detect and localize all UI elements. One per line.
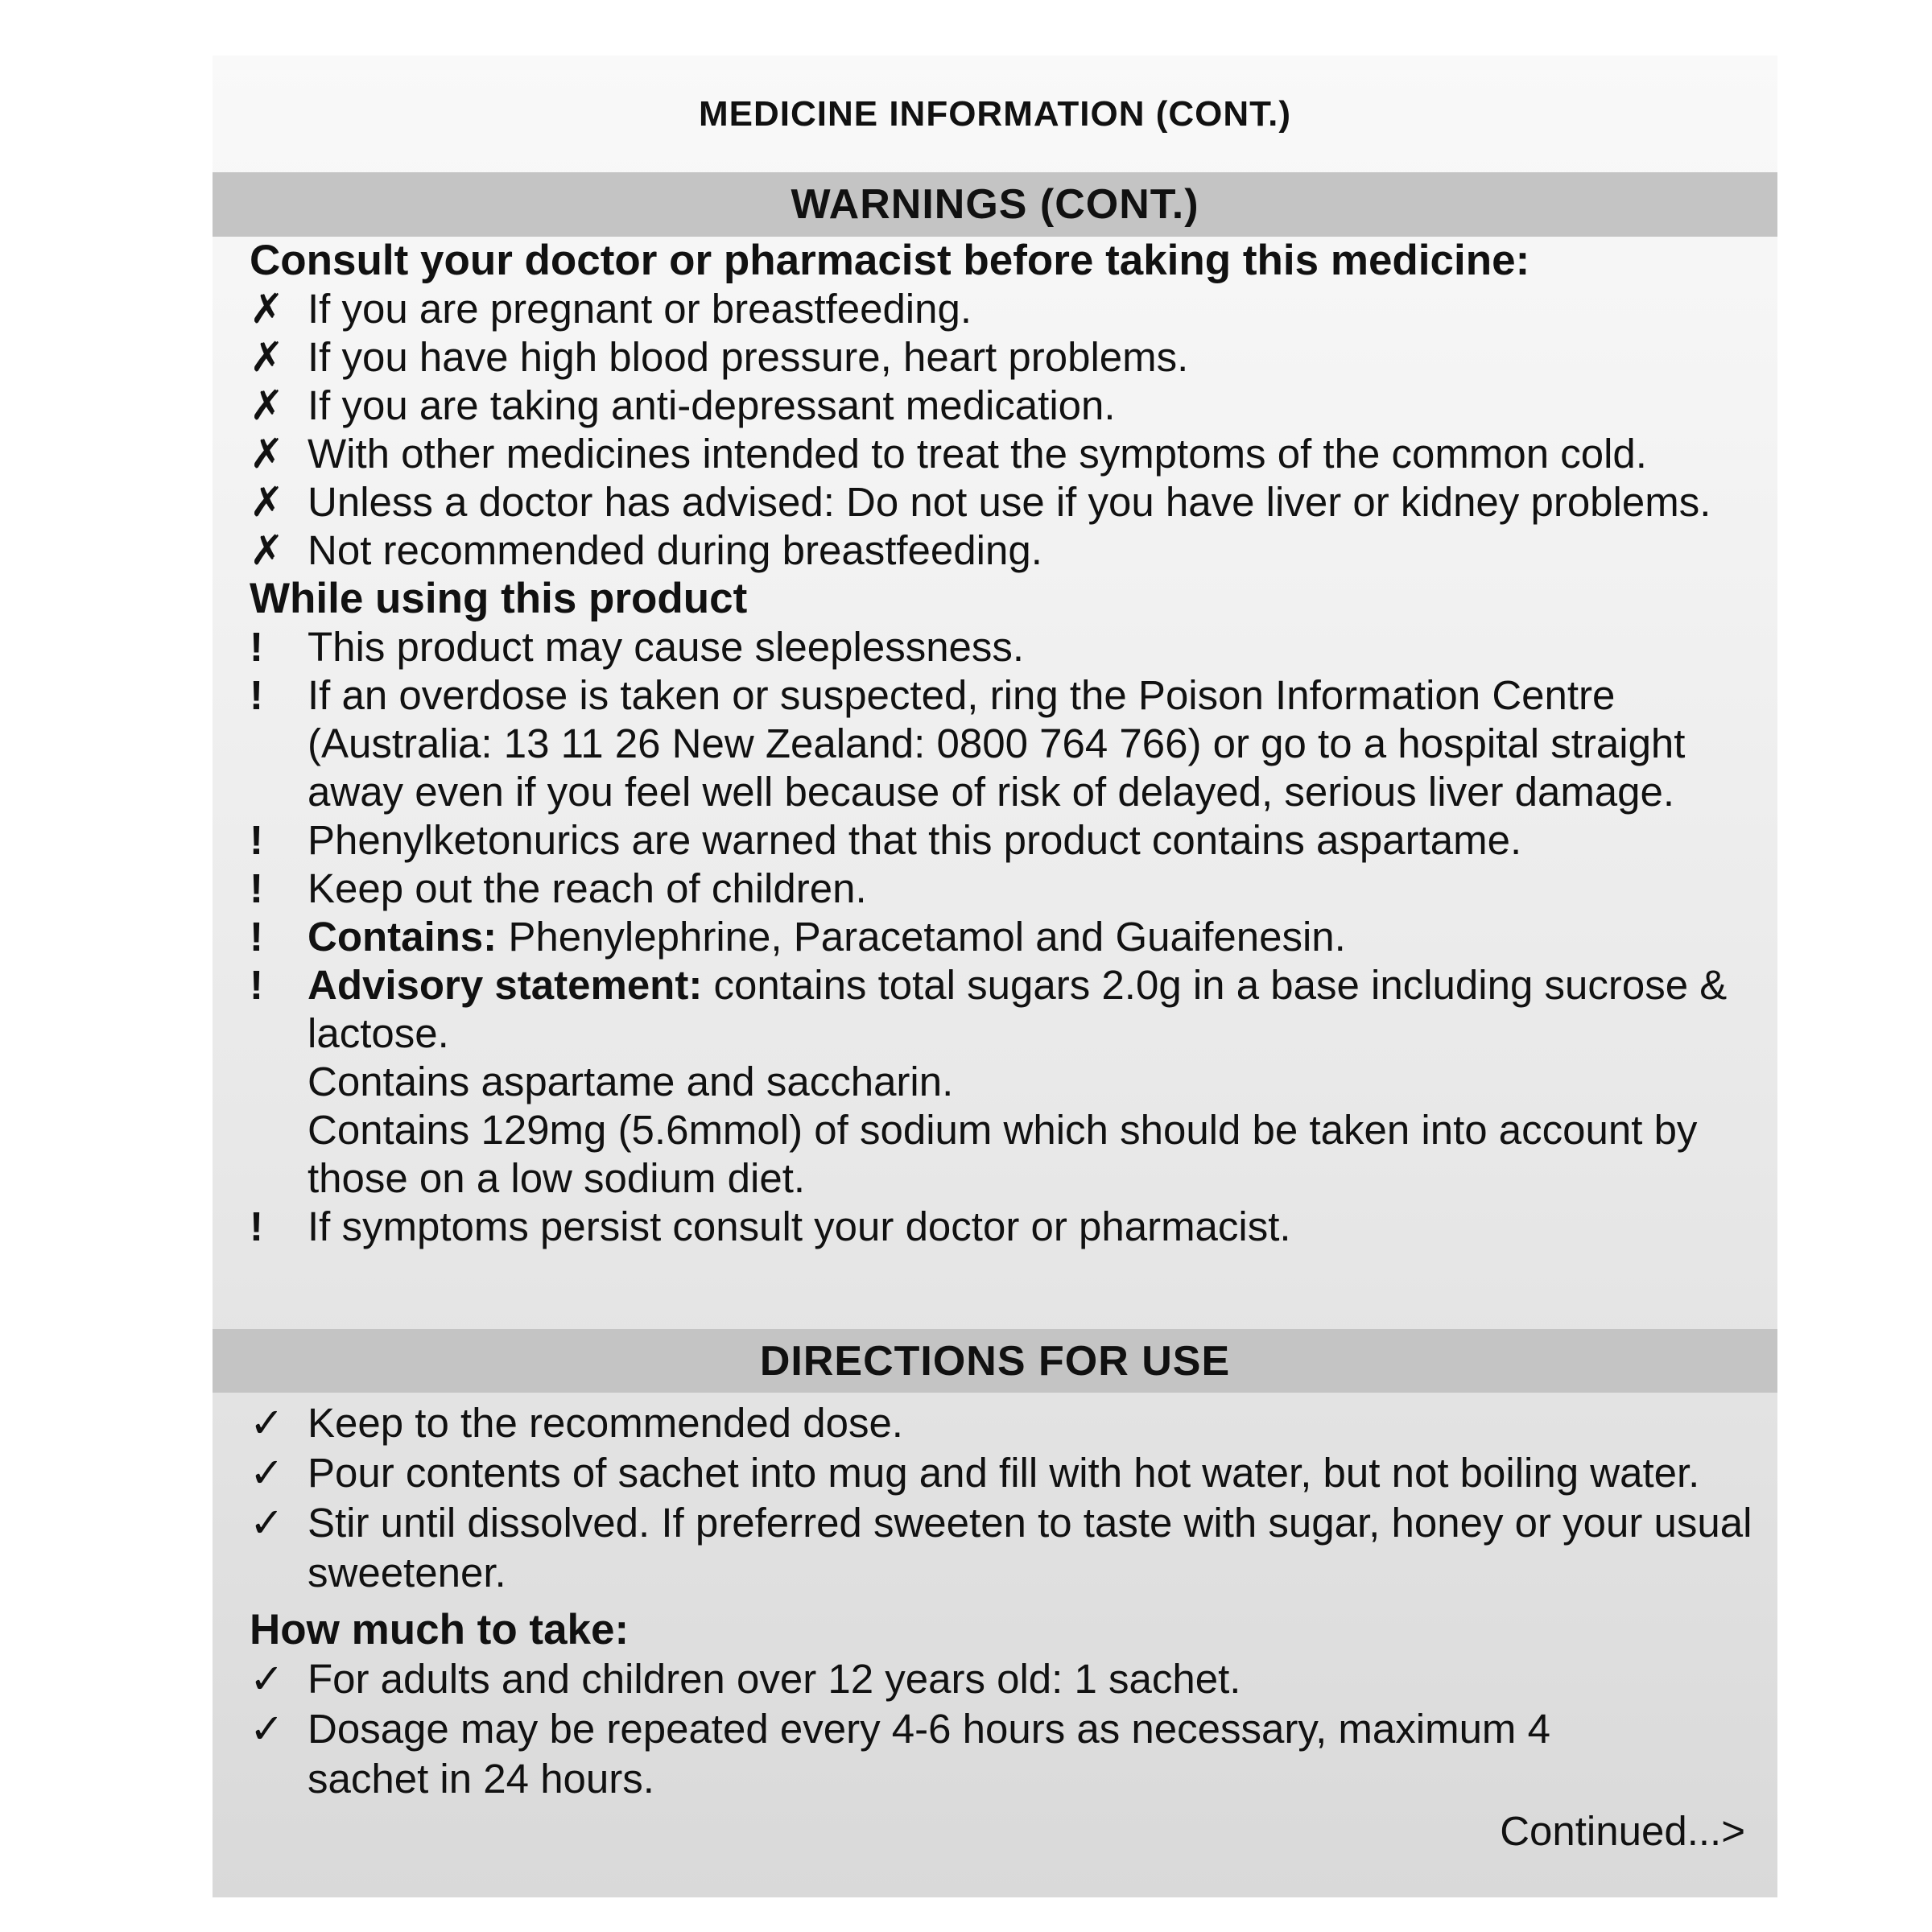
list-item	[250, 285, 1753, 333]
directions-section-header: DIRECTIONS FOR USE	[213, 1329, 1777, 1393]
list-item	[250, 1498, 1753, 1598]
contains-label: Contains:	[308, 914, 497, 960]
consult-item-text: Not recommended during breastfeeding.	[308, 527, 1042, 573]
warnings-content	[250, 237, 1753, 1251]
directions-content	[250, 1398, 1753, 1804]
cross-icon: ✗	[250, 334, 284, 380]
cross-icon: ✗	[250, 479, 284, 525]
dose-heading: How much to take:	[250, 1606, 630, 1653]
exclamation-icon: !	[250, 817, 263, 863]
warning-item-text: Phenylketonurics are warned that this product contains aspartame.	[308, 817, 1522, 863]
consult-item-text: Unless a doctor has advised: Do not use if you have liver or kidney problems.	[308, 479, 1711, 525]
exclamation-icon: !	[250, 624, 263, 670]
direction-item-text: Keep to the recommended dose.	[308, 1400, 903, 1446]
consult-item-text: If you are pregnant or breastfeeding.	[308, 286, 972, 332]
advisory-item	[308, 961, 1753, 1203]
exclamation-icon: !	[250, 1203, 263, 1249]
list-item	[250, 478, 1753, 526]
cross-icon: ✗	[250, 431, 284, 477]
exclamation-icon: !	[250, 672, 263, 718]
advisory-line: Contains 129mg (5.6mmol) of sodium which should be taken into account by those on a low sodium diet.	[308, 1107, 1698, 1201]
list-item	[250, 430, 1753, 478]
exclamation-icon: !	[250, 962, 263, 1008]
list-item	[250, 1448, 1753, 1498]
checkmark-icon: ✓	[250, 1706, 284, 1752]
warning-item-text: If symptoms persist consult your doctor or pharmacist.	[308, 1203, 1291, 1249]
advisory-line: Contains aspartame and saccharin.	[308, 1059, 954, 1104]
dose-item-text: Dosage may be repeated every 4-6 hours as necessary, maximum 4 sachet in 24 hours.	[308, 1706, 1550, 1802]
list-item	[250, 382, 1753, 430]
direction-item-text: Pour contents of sachet into mug and fill with hot water, but not boiling water.	[308, 1450, 1700, 1496]
list-item	[250, 961, 1753, 1203]
warning-item-text: If an overdose is taken or suspected, ring the Poison Information Centre (Australia: 13 11 26 New Zealand: 0800 764 766) or go to a hospital straight away even if you feel well because of risk of delayed, serious liver damage.	[308, 672, 1686, 815]
consult-heading: Consult your doctor or pharmacist before taking this medicine:	[250, 237, 1530, 284]
cross-icon: ✗	[250, 527, 284, 573]
checkmark-icon: ✓	[250, 1500, 284, 1546]
list-item	[250, 1704, 1753, 1804]
list-item	[250, 333, 1753, 382]
list-item	[250, 865, 1753, 913]
page-title: MEDICINE INFORMATION (CONT.)	[698, 93, 1292, 134]
cross-icon: ✗	[250, 382, 284, 428]
list-item	[250, 913, 1753, 961]
contains-item	[308, 913, 1753, 961]
cross-icon: ✗	[250, 286, 284, 332]
exclamation-icon: !	[250, 914, 263, 960]
list-item	[250, 526, 1753, 575]
while-using-heading: While using this product	[250, 575, 748, 622]
list-item	[250, 816, 1753, 865]
contains-text: Phenylephrine, Paracetamol and Guaifenesin.	[497, 914, 1346, 960]
consult-item-text: If you are taking anti-depressant medication.	[308, 382, 1116, 428]
list-item	[250, 1398, 1753, 1448]
warnings-section-header: WARNINGS (CONT.)	[213, 172, 1777, 237]
advisory-text: contains total sugars 2.0g in a base including sucrose & lactose.	[308, 962, 1728, 1056]
consult-item-text: If you have high blood pressure, heart problems.	[308, 334, 1189, 380]
advisory-label: Advisory statement:	[308, 962, 703, 1008]
warning-item-text: This product may cause sleeplessness.	[308, 624, 1025, 670]
warning-item-text: Keep out the reach of children.	[308, 865, 867, 911]
list-item	[250, 623, 1753, 671]
list-item	[250, 671, 1753, 816]
list-item	[250, 1654, 1753, 1704]
list-item	[250, 1203, 1753, 1251]
checkmark-icon: ✓	[250, 1656, 284, 1702]
medicine-info-panel	[213, 56, 1777, 1897]
continued-label: Continued...>	[1500, 1808, 1745, 1854]
consult-item-text: With other medicines intended to treat the symptoms of the common cold.	[308, 431, 1647, 477]
direction-item-text: Stir until dissolved. If preferred sweeten to taste with sugar, honey or your usual sweetener.	[308, 1500, 1752, 1596]
exclamation-icon: !	[250, 865, 263, 911]
checkmark-icon: ✓	[250, 1450, 284, 1496]
checkmark-icon: ✓	[250, 1400, 284, 1446]
dose-item-text: For adults and children over 12 years old: 1 sachet.	[308, 1656, 1241, 1702]
